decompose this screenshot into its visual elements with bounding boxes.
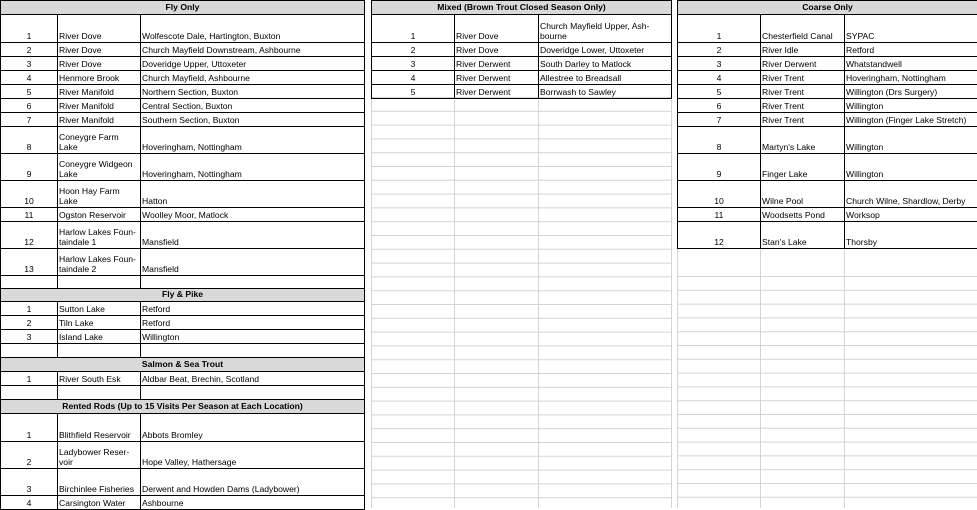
row-number: 1 [1, 302, 58, 316]
row-number: 1 [678, 15, 761, 43]
water-name: River Derwent [455, 71, 539, 85]
location: Aldbar Beat, Brechin, Scotland [141, 372, 365, 386]
row-number: 13 [1, 249, 58, 276]
table-row [1, 442, 365, 469]
row-number: 11 [678, 208, 761, 222]
table-row [1, 15, 365, 43]
location: Hoveringham, Nottingham [845, 71, 977, 85]
blank-row [1, 386, 365, 400]
water-name: Martyn's Lake [761, 127, 845, 154]
rented-table [0, 399, 365, 510]
water-name: River Trent [761, 99, 845, 113]
water-name: River South Esk [58, 372, 141, 386]
row-number: 10 [1, 181, 58, 208]
table-row [678, 99, 977, 113]
location: Ashbourne [141, 496, 365, 510]
water-name: River Trent [761, 113, 845, 127]
water-name: River Trent [761, 85, 845, 99]
row-number: 1 [372, 15, 455, 43]
location: Doveridge Upper, Uttoxeter [141, 57, 365, 71]
blank-row [1, 344, 365, 358]
location: Woolley Moor, Matlock [141, 208, 365, 222]
table-row [1, 208, 365, 222]
water-name: River Trent [761, 71, 845, 85]
location: Allestree to Breadsall [539, 71, 672, 85]
row-number: 5 [1, 85, 58, 99]
water-name: Henmore Brook [58, 71, 141, 85]
empty-cell [141, 386, 365, 400]
row-number: 9 [1, 154, 58, 181]
row-number: 6 [678, 99, 761, 113]
table-row [678, 127, 977, 154]
row-number: 11 [1, 208, 58, 222]
section-title: Coarse Only [678, 1, 977, 15]
water-name: River Dove [58, 43, 141, 57]
table-row [1, 222, 365, 249]
row-number: 5 [372, 85, 455, 99]
water-name: Ladybower Reser-voir [58, 442, 141, 469]
table-row [678, 113, 977, 127]
table-row [678, 43, 977, 57]
empty-cell [141, 344, 365, 358]
row-number: 2 [1, 43, 58, 57]
water-name: Hoon Hay Farm Lake [58, 181, 141, 208]
empty-cell [58, 386, 141, 400]
table-row [1, 330, 365, 344]
location: Mansfield [141, 222, 365, 249]
row-number: 3 [1, 469, 58, 496]
location: Retford [141, 316, 365, 330]
location: Willington [141, 330, 365, 344]
water-name: River Derwent [455, 57, 539, 71]
empty-cell [58, 344, 141, 358]
table-row [372, 15, 672, 43]
location: Southern Section, Buxton [141, 113, 365, 127]
table-row [1, 71, 365, 85]
salmon-table [0, 357, 365, 400]
location: Central Section, Buxton [141, 99, 365, 113]
water-name: Birchinlee Fisheries [58, 469, 141, 496]
water-name: Coneygre Widgeon Lake [58, 154, 141, 181]
row-number: 1 [1, 372, 58, 386]
row-number: 1 [1, 15, 58, 43]
location: Wolfescote Dale, Hartington, Buxton [141, 15, 365, 43]
table-row [372, 71, 672, 85]
section-title: Fly Only [1, 1, 365, 15]
table-row [1, 113, 365, 127]
location: Northern Section, Buxton [141, 85, 365, 99]
location: Church Mayfield Upper, Ash-bourne [539, 15, 672, 43]
location: Hoveringham, Nottingham [141, 154, 365, 181]
fly-pike-table [0, 288, 365, 358]
water-name: Blithfield Reservoir [58, 414, 141, 442]
row-number: 8 [1, 127, 58, 154]
location: Hoveringham, Nottingham [141, 127, 365, 154]
location: Hope Valley, Hathersage [141, 442, 365, 469]
row-number: 2 [372, 43, 455, 57]
water-name: River Idle [761, 43, 845, 57]
water-name: River Dove [58, 57, 141, 71]
location: SYPAC [845, 15, 977, 43]
row-number: 9 [678, 154, 761, 181]
table-row [1, 127, 365, 154]
location: Borrwash to Sawley [539, 85, 672, 99]
water-name: Stan's Lake [761, 222, 845, 249]
row-number: 4 [678, 71, 761, 85]
table-row [372, 57, 672, 71]
water-name: Coneygre Farm Lake [58, 127, 141, 154]
location: Retford [845, 43, 977, 57]
water-name: River Dove [58, 15, 141, 43]
table-row [1, 181, 365, 208]
water-name: Finger Lake [761, 154, 845, 181]
water-name: River Manifold [58, 99, 141, 113]
water-name: Harlow Lakes Foun-taindale 2 [58, 249, 141, 276]
water-name: River Derwent [455, 85, 539, 99]
row-number: 7 [1, 113, 58, 127]
empty-cell [1, 344, 58, 358]
row-number: 3 [1, 330, 58, 344]
table-row [678, 181, 977, 208]
table-row [1, 43, 365, 57]
location: Retford [141, 302, 365, 316]
water-name: Wilne Pool [761, 181, 845, 208]
section-title: Mixed (Brown Trout Closed Season Only) [372, 1, 672, 15]
water-name: Sutton Lake [58, 302, 141, 316]
table-row [678, 154, 977, 181]
water-name: Tiln Lake [58, 316, 141, 330]
row-number: 10 [678, 181, 761, 208]
water-name: Carsington Water [58, 496, 141, 510]
table-row [1, 469, 365, 496]
empty-cell [1, 386, 58, 400]
water-name: River Dove [455, 15, 539, 43]
row-number: 7 [678, 113, 761, 127]
row-number: 4 [1, 71, 58, 85]
table-row [372, 85, 672, 99]
table-row [372, 43, 672, 57]
water-name: Woodsetts Pond [761, 208, 845, 222]
water-name: River Derwent [761, 57, 845, 71]
coarse-table [677, 0, 977, 249]
table-row [1, 249, 365, 276]
location: Willington (Finger Lake Stretch) [845, 113, 977, 127]
location: Church Mayfield Downstream, Ashbourne [141, 43, 365, 57]
location: Willington [845, 99, 977, 113]
location: Abbots Bromley [141, 414, 365, 442]
water-name: Harlow Lakes Foun-taindale 1 [58, 222, 141, 249]
row-number: 3 [678, 57, 761, 71]
row-number: 3 [1, 57, 58, 71]
location: Willington (Drs Surgery) [845, 85, 977, 99]
water-name: River Manifold [58, 113, 141, 127]
location: Derwent and Howden Dams (Ladybower) [141, 469, 365, 496]
water-name: Island Lake [58, 330, 141, 344]
section-title: Fly & Pike [1, 289, 365, 302]
section-title: Rented Rods (Up to 15 Visits Per Season at Each Location) [1, 400, 365, 414]
location: Thorsby [845, 222, 977, 249]
table-row [1, 372, 365, 386]
row-number: 12 [1, 222, 58, 249]
water-name: Ogston Reservoir [58, 208, 141, 222]
row-number: 4 [1, 496, 58, 510]
table-row [678, 57, 977, 71]
location: Willington [845, 127, 977, 154]
location: Willington [845, 154, 977, 181]
table-row [1, 99, 365, 113]
row-number: 6 [1, 99, 58, 113]
location: South Darley to Matlock [539, 57, 672, 71]
location: Hatton [141, 181, 365, 208]
table-row [678, 71, 977, 85]
table-row [678, 85, 977, 99]
table-row [1, 154, 365, 181]
water-name: Chesterfield Canal [761, 15, 845, 43]
row-number: 2 [1, 442, 58, 469]
row-number: 12 [678, 222, 761, 249]
table-row [1, 496, 365, 510]
location: Worksop [845, 208, 977, 222]
water-name: River Dove [455, 43, 539, 57]
section-title: Salmon & Sea Trout [1, 358, 365, 372]
row-number: 8 [678, 127, 761, 154]
row-number: 1 [1, 414, 58, 442]
mixed-table [371, 0, 672, 99]
location: Church Wilne, Shardlow, Derby [845, 181, 977, 208]
water-name: River Manifold [58, 85, 141, 99]
location: Doveridge Lower, Uttoxeter [539, 43, 672, 57]
table-row [1, 57, 365, 71]
row-number: 5 [678, 85, 761, 99]
table-row [678, 222, 977, 249]
row-number: 4 [372, 71, 455, 85]
table-row [678, 208, 977, 222]
row-number: 3 [372, 57, 455, 71]
table-row [1, 414, 365, 442]
row-number: 2 [678, 43, 761, 57]
location: Whatstandwell [845, 57, 977, 71]
location: Mansfield [141, 249, 365, 276]
table-row [678, 15, 977, 43]
table-row [1, 85, 365, 99]
location: Church Mayfield, Ashbourne [141, 71, 365, 85]
fly-only-table [0, 0, 365, 290]
table-row [1, 302, 365, 316]
row-number: 2 [1, 316, 58, 330]
table-row [1, 316, 365, 330]
